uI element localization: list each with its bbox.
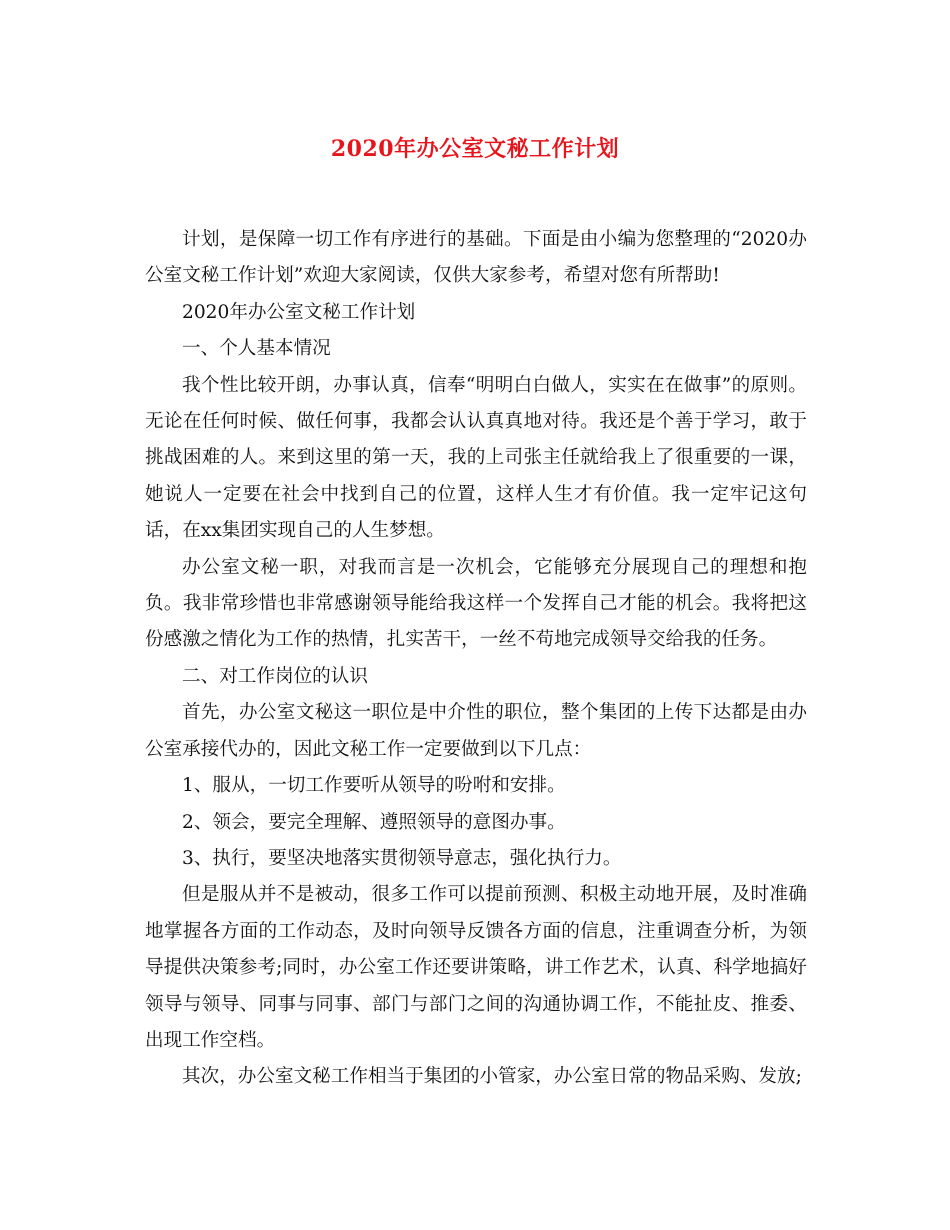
list-item-execute: 3、执行，要坚决地落实贯彻领导意志，强化执行力。 — [182, 847, 622, 869]
heading-section-1: 一、个人基本情况 — [182, 338, 331, 360]
paragraph-proactive: 但是服从并不是被动，很多工作可以提前预测、积极主动地开展，及时准确地掌握各方面的工作动态，及时向领导反馈各方面的信息，注重调查分析，为领导提供决策参考;同时，办公室工作还要讲策略，讲工作艺术，认真、科学地搞好领导与领导、同事与同事、部门与部门之间的沟通协调工作，不能扯皮、推委、出现工作空档。 — [145, 884, 807, 1051]
list-item-understand: 2、领会，要完全理解、遵照领导的意图办事。 — [182, 811, 566, 833]
document-body — [145, 222, 807, 1096]
document-title: 2020年办公室文秘工作计划 — [330, 136, 620, 162]
paragraph-first: 首先，办公室文秘这一职位是中介性的职位，整个集团的上传下达都是由办公室承接代办的，因此文秘工作一定要做到以下几点： — [145, 702, 807, 760]
heading-section-2: 二、对工作岗位的认识 — [182, 665, 368, 687]
paragraph-opportunity: 办公室文秘一职，对我而言是一次机会，它能够充分展现自己的理想和抱负。我非常珍惜也非常感谢领导能给我这样一个发挥自己才能的机会。我将把这份感激之情化为工作的热情，扎实苦干，一丝不苟地完成领导交给我的任务。 — [145, 556, 807, 651]
paragraph-second: 其次，办公室文秘工作相当于集团的小管家，办公室日常的物品采购、发放; — [182, 1066, 802, 1088]
paragraph-subtitle: 2020年办公室文秘工作计划 — [182, 301, 416, 323]
paragraph-intro: 计划，是保障一切工作有序进行的基础。下面是由小编为您整理的“2020办公室文秘工作计划”欢迎大家阅读，仅供大家参考，希望对您有所帮助! — [145, 229, 807, 287]
paragraph-personal-situation: 我个性比较开朗，办事认真，信奉“明明白白做人，实实在在做事”的原则。无论在任何时候、做任何事，我都会认认真真地对待。我还是个善于学习，敢于挑战困难的人。来到这里的第一天，我的上司张主任就给我上了很重要的一课，她说人一定要在社会中找到自己的位置，这样人生才有价值。我一定牢记这句话，在xx集团实现自己的人生梦想。 — [145, 374, 807, 542]
list-item-obey: 1、服从，一切工作要听从领导的吩咐和安排。 — [182, 775, 566, 797]
